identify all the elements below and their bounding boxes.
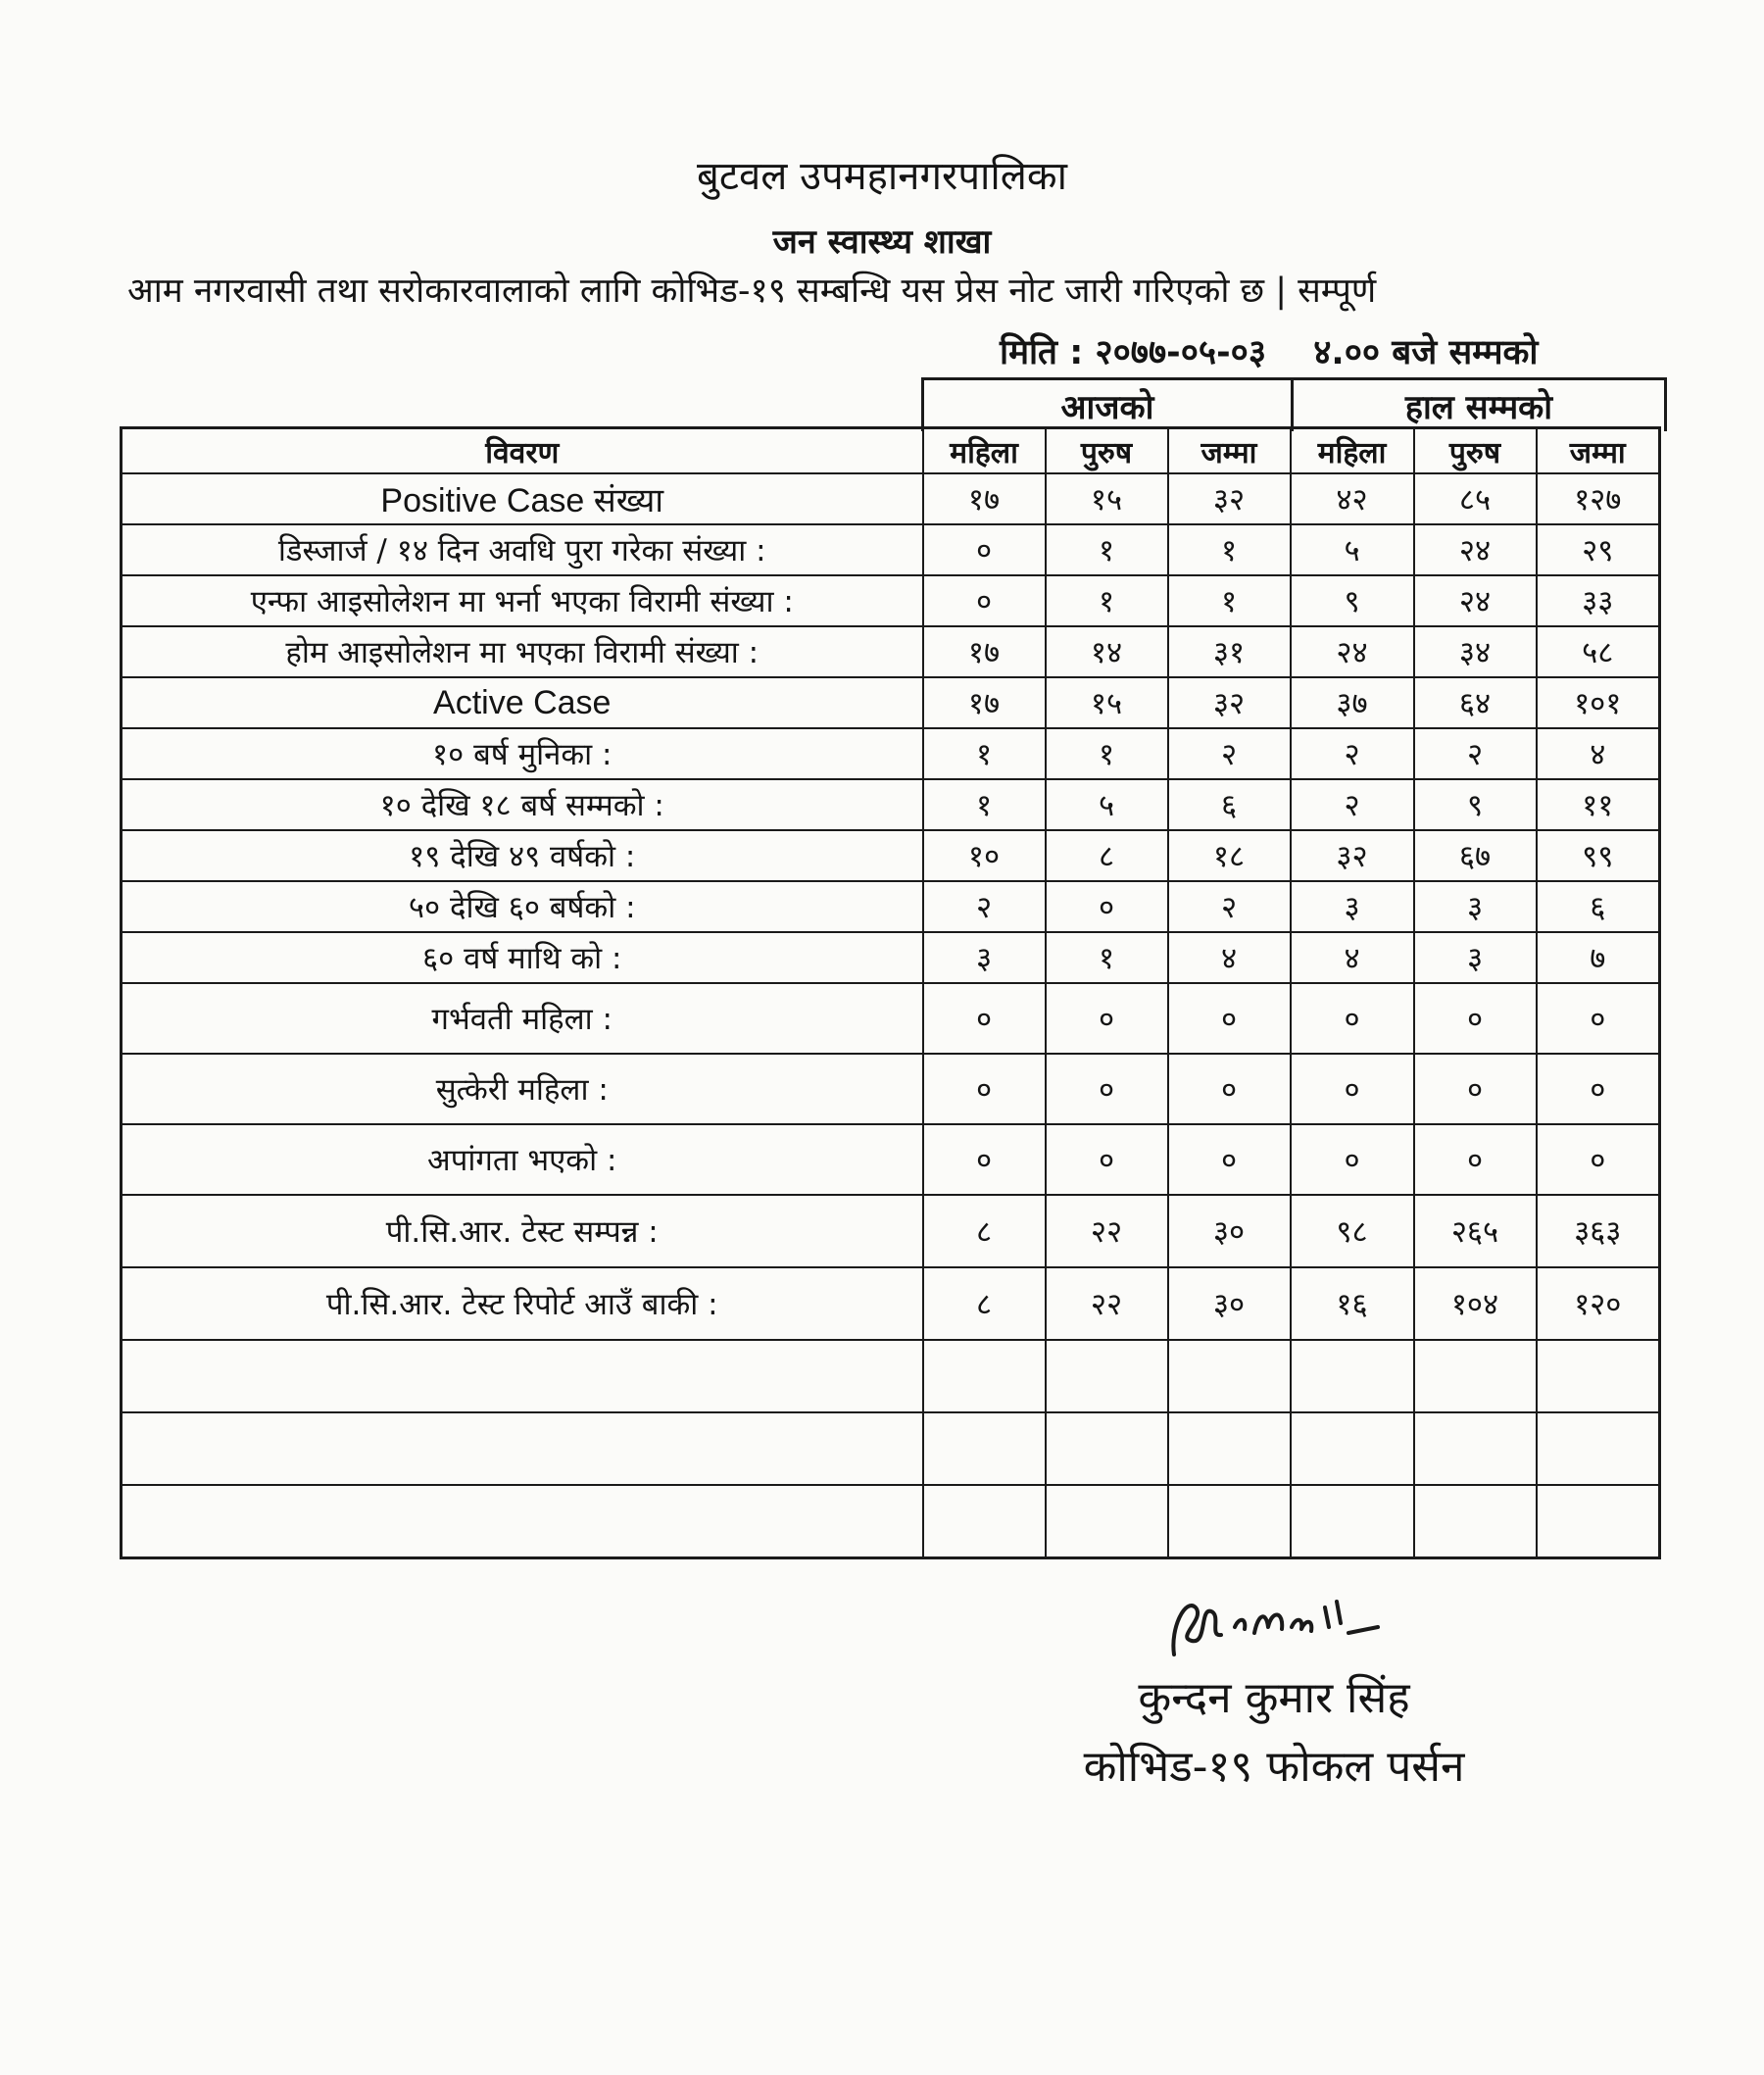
table-cell: ४२ [1291,473,1414,524]
table-cell: ६४ [1414,677,1537,728]
table-cell: ३ [1291,881,1414,932]
empty-cell [1291,1340,1414,1412]
table-cell: ३२ [1168,473,1291,524]
branch-title: जन स्वास्थ्य शाखा [772,222,992,262]
table-cell: २४ [1414,524,1537,575]
table-cell: ८ [1046,830,1168,881]
empty-cell [1537,1412,1660,1485]
table-cell: ० [923,1124,1046,1195]
table-cell: ० [1291,1124,1414,1195]
column-group-header [921,377,1667,431]
empty-row [122,1412,1660,1485]
table-cell: १७ [923,677,1046,728]
covid-statistics-table [120,426,1661,1559]
table-cell: २ [1291,779,1414,830]
table-cell: १ [1046,524,1168,575]
table-cell: ० [1046,983,1168,1054]
table-cell: ३३ [1537,575,1660,626]
group-cumulative: हाल सम्मको [1293,379,1666,432]
empty-cell [923,1340,1046,1412]
empty-cell [1046,1412,1168,1485]
organization-title: बुटवल उपमहानगरपालिका [697,154,1067,199]
table-cell: ३० [1168,1195,1291,1267]
empty-cell [1414,1485,1537,1558]
table-cell: ४ [1291,932,1414,983]
table-cell: २४ [1291,626,1414,677]
table-cell: ० [1414,983,1537,1054]
table-cell: १ [923,728,1046,779]
table-cell: १७ [923,626,1046,677]
table-cell: ३ [1414,881,1537,932]
table-row [122,473,1660,524]
report-time: ४.०० बजे सम्मको [1313,333,1539,372]
table-cell: ३२ [1168,677,1291,728]
table-cell: १४ [1046,626,1168,677]
header-today-female: महिला [923,428,1046,474]
table-cell: १ [1046,728,1168,779]
table-cell: १ [1046,575,1168,626]
table-row [122,830,1660,881]
table-cell: ० [923,983,1046,1054]
table-cell: ६७ [1414,830,1537,881]
row-label: डिस्जार्ज / १४ दिन अवधि पुरा गरेका संख्या : [122,524,923,575]
table-cell: ९ [1414,779,1537,830]
table-cell: १८ [1168,830,1291,881]
empty-cell [1414,1412,1537,1485]
table-cell: १ [923,779,1046,830]
signature-mark [1156,1568,1411,1676]
table-row [122,881,1660,932]
table-cell: ३२ [1291,830,1414,881]
empty-cell [1414,1340,1537,1412]
table-cell: १७ [923,473,1046,524]
table-row [122,1195,1660,1267]
press-notice-text: आम नगरवासी तथा सरोकारवालाको लागि कोभिड-१९ सम्बन्धि यस प्रेस नोट जारी गरिएको छ | सम्पूर्ण [127,272,1377,311]
table-row [122,524,1660,575]
row-label: पी.सि.आर. टेस्ट सम्पन्न : [122,1195,923,1267]
table-cell: ५८ [1537,626,1660,677]
table-cell: २२ [1046,1195,1168,1267]
table-cell: ९८ [1291,1195,1414,1267]
table-row [122,575,1660,626]
table-cell: ० [923,524,1046,575]
table-row [122,1267,1660,1340]
table-cell: ० [1291,1054,1414,1124]
table-cell: ५ [1046,779,1168,830]
table-cell: १ [1046,932,1168,983]
empty-cell [1168,1485,1291,1558]
table-cell: २ [1168,881,1291,932]
signer-role: कोभिड-१९ फोकल पर्सन [1083,1742,1465,1792]
row-label: गर्भवती महिला : [122,983,923,1054]
table-cell: ४ [1537,728,1660,779]
table-cell: ० [1168,1124,1291,1195]
table-cell: ३० [1168,1267,1291,1340]
row-label: Positive Case संख्या [122,473,923,524]
table-cell: ० [923,1054,1046,1124]
table-cell: ० [1046,1124,1168,1195]
empty-row [122,1340,1660,1412]
table-cell: ० [1046,881,1168,932]
table-cell: ४ [1168,932,1291,983]
empty-cell [1168,1340,1291,1412]
empty-cell [923,1412,1046,1485]
table-cell: २ [1168,728,1291,779]
empty-cell [1291,1412,1414,1485]
table-row [122,1054,1660,1124]
table-cell: २ [1291,728,1414,779]
header-today-total: जम्मा [1168,428,1291,474]
group-today: आजको [923,379,1293,432]
table-cell: ० [1168,983,1291,1054]
header-cumulative-total: जम्मा [1537,428,1660,474]
empty-cell [1168,1412,1291,1485]
table-cell: ३७ [1291,677,1414,728]
table-cell: ३४ [1414,626,1537,677]
table-cell: ९९ [1537,830,1660,881]
empty-cell [1046,1485,1168,1558]
empty-cell [122,1485,923,1558]
table-cell: २९ [1537,524,1660,575]
table-cell: २४ [1414,575,1537,626]
table-cell: १ [1168,575,1291,626]
table-cell: ६ [1168,779,1291,830]
empty-cell [923,1485,1046,1558]
empty-cell [1537,1485,1660,1558]
table-cell: ० [923,575,1046,626]
table-cell: ११ [1537,779,1660,830]
row-label: सुत्केरी महिला : [122,1054,923,1124]
table-cell: ९ [1291,575,1414,626]
table-cell: ० [1537,983,1660,1054]
table-cell: १२७ [1537,473,1660,524]
table-cell: ५ [1291,524,1414,575]
row-label: ५० देखि ६० बर्षको : [122,881,923,932]
table-cell: २ [923,881,1046,932]
table-row [122,626,1660,677]
header-cumulative-male: पुरुष [1414,428,1537,474]
table-cell: ६ [1537,881,1660,932]
row-label: Active Case [122,677,923,728]
table-cell: ० [1291,983,1414,1054]
report-date: मिति : २०७७-०५-०३ [1000,333,1267,372]
table-cell: १ [1168,524,1291,575]
table-row [122,779,1660,830]
empty-cell [1046,1340,1168,1412]
table-cell: ३६३ [1537,1195,1660,1267]
row-label: पी.सि.आर. टेस्ट रिपोर्ट आउँ बाकी : [122,1267,923,1340]
table-cell: १०४ [1414,1267,1537,1340]
empty-cell [1291,1485,1414,1558]
table-cell: ० [1414,1054,1537,1124]
table-cell: २२ [1046,1267,1168,1340]
table-row [122,677,1660,728]
table-cell: १५ [1046,473,1168,524]
row-label: अपांगता भएको : [122,1124,923,1195]
table-cell: ० [1046,1054,1168,1124]
row-label: १० देखि १८ बर्ष सम्मको : [122,779,923,830]
table-row [122,1124,1660,1195]
table-cell: ८ [923,1267,1046,1340]
row-label: एन्फा आइसोलेशन मा भर्ना भएका विरामी संख्या : [122,575,923,626]
table-cell: ३ [1414,932,1537,983]
table-cell: ० [1168,1054,1291,1124]
table-cell: १२० [1537,1267,1660,1340]
table-cell: ० [1414,1124,1537,1195]
table-cell: १५ [1046,677,1168,728]
table-cell: ७ [1537,932,1660,983]
table-cell: २६५ [1414,1195,1537,1267]
row-label: १० बर्ष मुनिका : [122,728,923,779]
empty-cell [122,1412,923,1485]
empty-cell [122,1340,923,1412]
header-today-male: पुरुष [1046,428,1168,474]
table-cell: ८५ [1414,473,1537,524]
table-cell: ० [1537,1054,1660,1124]
table-cell: १०१ [1537,677,1660,728]
table-row [122,983,1660,1054]
row-label: १९ देखि ४९ वर्षको : [122,830,923,881]
table-cell: ३ [923,932,1046,983]
header-description: विवरण [122,428,923,474]
signer-name: कुन्दन कुमार सिंह [1138,1673,1410,1723]
table-cell: २ [1414,728,1537,779]
table-cell: ३१ [1168,626,1291,677]
empty-cell [1537,1340,1660,1412]
header-cumulative-female: महिला [1291,428,1414,474]
table-cell: १६ [1291,1267,1414,1340]
empty-row [122,1485,1660,1558]
table-cell: १० [923,830,1046,881]
table-cell: ० [1537,1124,1660,1195]
row-label: होम आइसोलेशन मा भएका विरामी संख्या : [122,626,923,677]
date-line [1000,328,1646,374]
table-row [122,728,1660,779]
table-cell: ८ [923,1195,1046,1267]
row-label: ६० वर्ष माथि को : [122,932,923,983]
table-row [122,932,1660,983]
